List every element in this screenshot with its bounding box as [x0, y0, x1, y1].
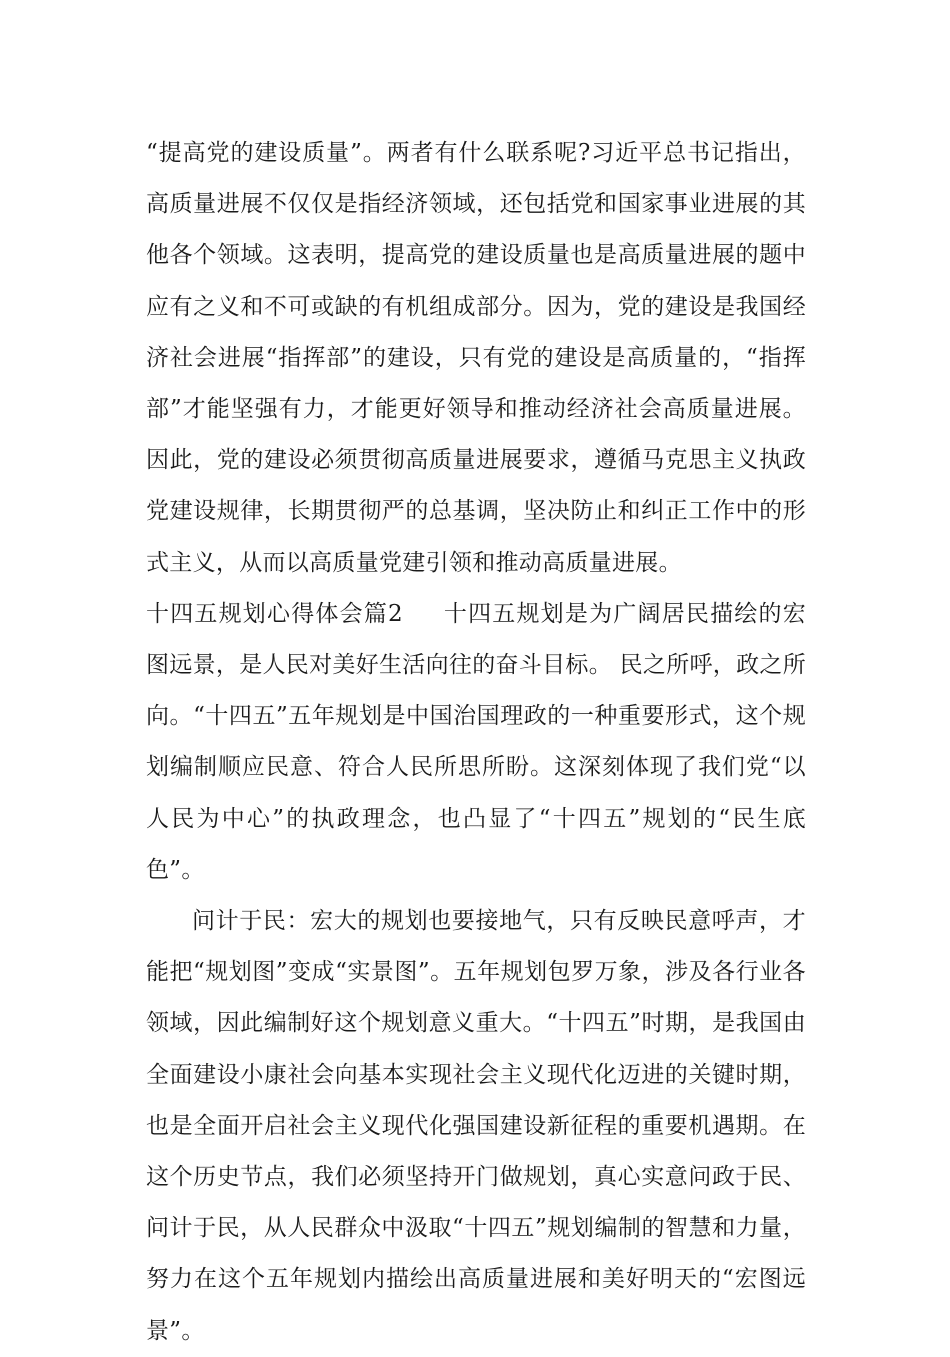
paragraph-2-text: 十四五规划是为广阔居民描绘的宏图远景，是人民对美好生活向往的奋斗目标。 民之所呼，政之所向。“十四五”五年规划是中国治国理政的一种重要形式，这个规划编制顺应民意、符合人民所思所盼。这深刻体现了我们党“以人民为中心”的执政理念，也凸显了“十四五”规划的“民生底色”。 — [146, 600, 807, 883]
section-title: 十四五规划心得体会篇2 — [146, 600, 403, 627]
document-body — [146, 128, 806, 1357]
paragraph-1: “提高党的建设质量”。两者有什么联系呢?习近平总书记指出，高质量进展不仅仅是指经济领域，还包括党和国家事业进展的其他各个领域。这表明，提高党的建设质量也是高质量进展的题中应有之义和不可或缺的有机组成部分。因为，党的建设是我国经济社会进展“指挥部”的建设，只有党的建设是高质量的，“指挥部”才能坚强有力，才能更好领导和推动经济社会高质量进展。因此，党的建设必须贯彻高质量进展要求，遵循马克思主义执政党建设规律，长期贯彻严的总基调，坚决防止和纠正工作中的形式主义，从而以高质量党建引领和推动高质量进展。 — [146, 140, 806, 576]
paragraph-3: 问计于民：宏大的规划也要接地气，只有反映民意呼声，才能把“规划图”变成“实景图”。五年规划包罗万象，涉及各行业各领域，因此编制好这个规划意义重大。“十四五”时期，是我国由全面建设小康社会向基本实现社会主义现代化迈进的关键时期，也是全面开启社会主义现代化强国建设新征程的重要机遇期。在这个历史节点，我们必须坚持开门做规划，真心实意问政于民、问计于民，从人民群众中汲取“十四五”规划编制的智慧和力量，努力在这个五年规划内描绘出高质量进展和美好明天的“宏图远景”。 — [146, 908, 806, 1344]
paragraph-2 — [146, 589, 806, 896]
